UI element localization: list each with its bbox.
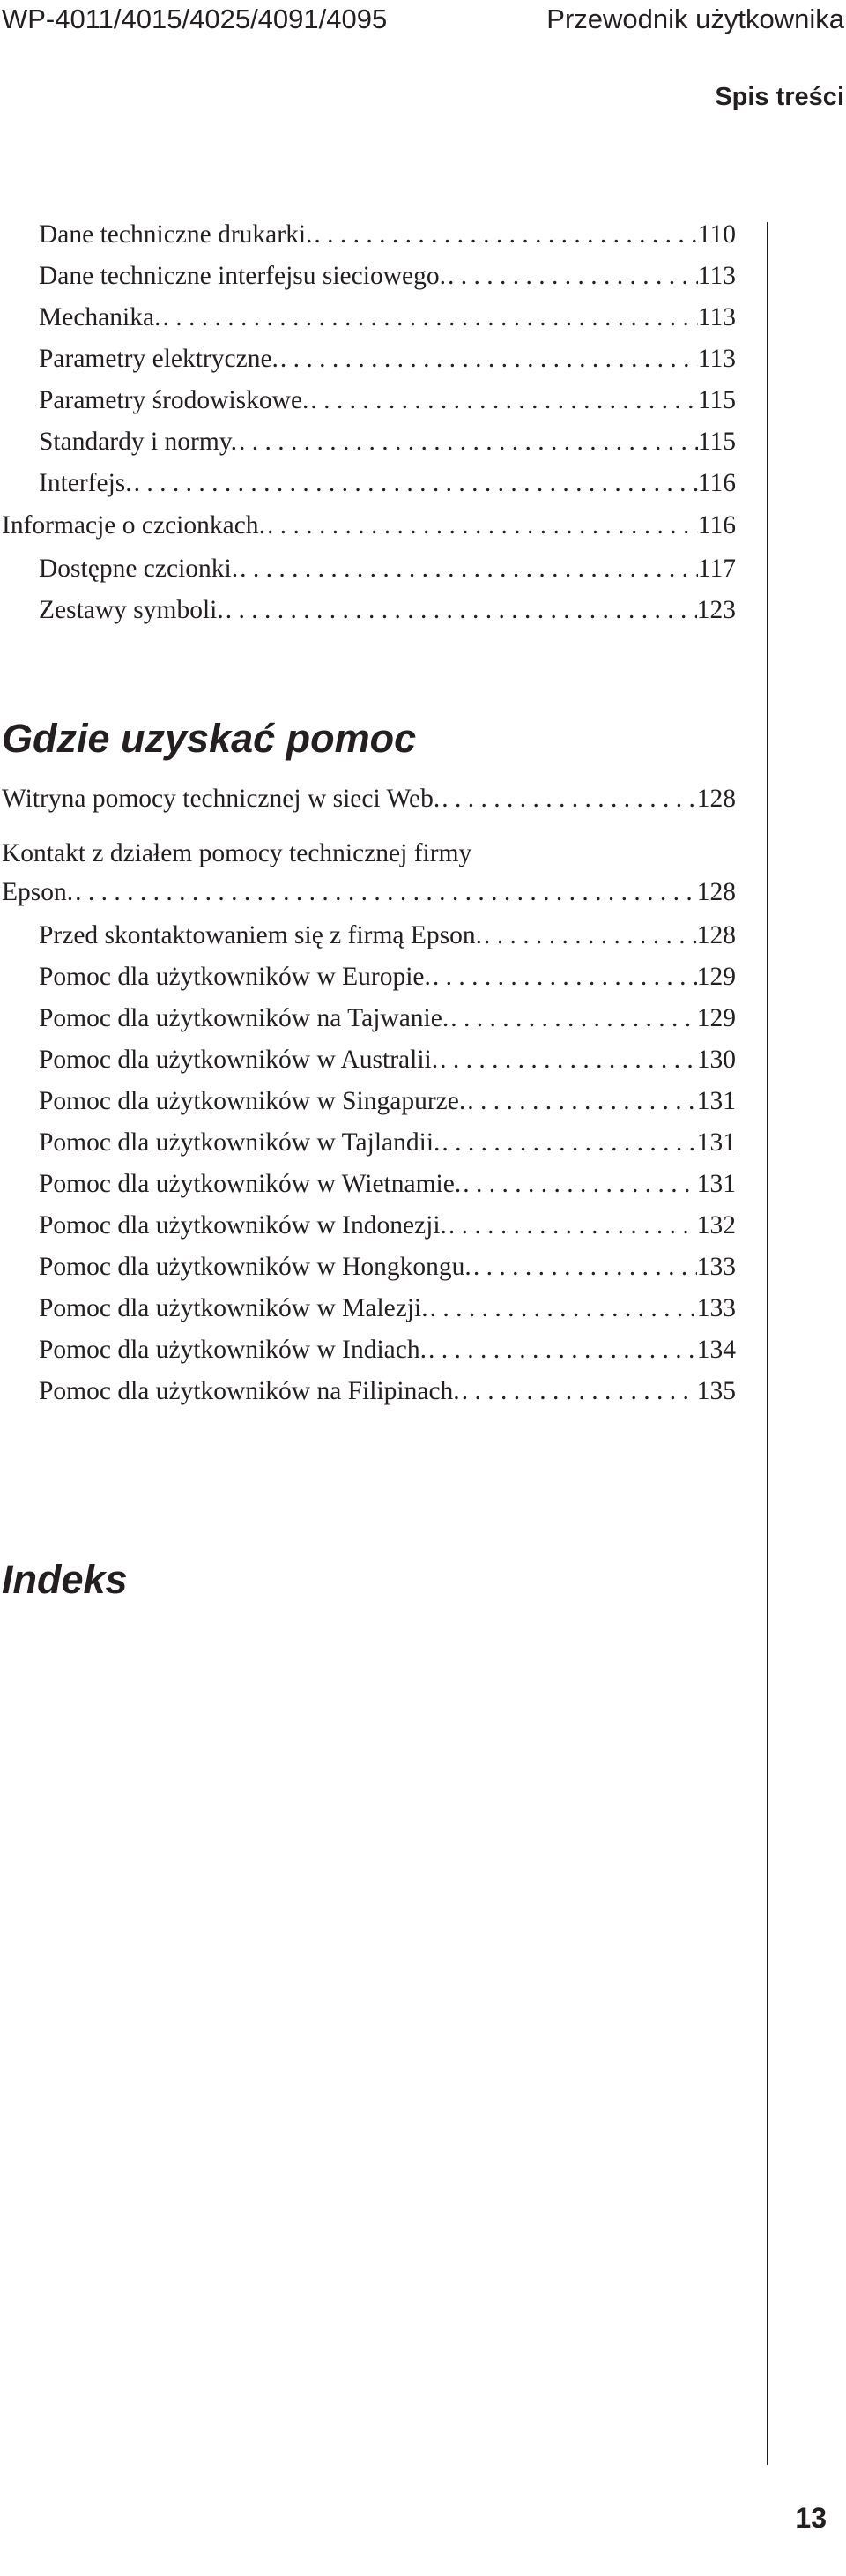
toc-leader-dots bbox=[132, 464, 698, 503]
toc-entry-page: 115 bbox=[697, 428, 736, 456]
toc-entry-title: Dane techniczne drukarki. bbox=[39, 220, 313, 249]
toc-entry-page: 115 bbox=[697, 386, 736, 414]
toc-entry-title: Standardy i normy. bbox=[39, 428, 238, 456]
toc-leader-dots bbox=[160, 298, 697, 337]
toc-entry-title: Epson. bbox=[2, 878, 74, 906]
toc-entry-title: Pomoc dla użytkowników w Hongkongu. bbox=[39, 1253, 471, 1281]
toc-entry-page: 113 bbox=[697, 262, 736, 290]
chapter-title-index[interactable]: Indeks bbox=[2, 1557, 128, 1602]
toc-entry-page: 135 bbox=[696, 1377, 736, 1405]
toc-leader-dots bbox=[308, 381, 697, 420]
toc-entry[interactable] bbox=[39, 916, 736, 955]
toc-entry-title: Dane techniczne interfejsu sieciowego. bbox=[39, 262, 446, 290]
toc-entry-page: 131 bbox=[696, 1087, 736, 1115]
toc-leader-dots bbox=[465, 1082, 697, 1120]
toc-entry-title: Pomoc dla użytkowników na Tajwanie. bbox=[39, 1004, 449, 1032]
toc-leader-dots bbox=[482, 916, 697, 955]
toc-entry-page: 133 bbox=[696, 1253, 736, 1281]
toc-entry-title: Pomoc dla użytkowników w Wietnamie. bbox=[39, 1170, 462, 1198]
toc-entry-title: Pomoc dla użytkowników w Europie. bbox=[39, 963, 431, 991]
toc-leader-dots bbox=[461, 1165, 697, 1203]
toc-entry-page: 113 bbox=[697, 303, 736, 331]
toc-leader-dots bbox=[447, 1206, 697, 1245]
toc-entry[interactable] bbox=[39, 1040, 736, 1079]
toc-entry[interactable] bbox=[39, 422, 736, 461]
toc-entry[interactable] bbox=[39, 1372, 736, 1411]
toc-leader-dots bbox=[438, 1040, 697, 1079]
toc-leader-dots bbox=[427, 1330, 697, 1369]
toc-entry-title: Pomoc dla użytkowników w Singapurze. bbox=[39, 1087, 466, 1115]
toc-entry[interactable] bbox=[39, 215, 736, 254]
section-label: Spis treści bbox=[715, 83, 844, 111]
toc-entry[interactable] bbox=[2, 873, 736, 912]
toc-leader-dots bbox=[278, 339, 698, 378]
toc-leader-dots bbox=[431, 957, 697, 996]
toc-entry-page: 110 bbox=[697, 220, 736, 249]
toc-leader-dots bbox=[440, 779, 697, 818]
toc-leader-dots bbox=[265, 506, 698, 545]
toc-entry-page: 123 bbox=[696, 596, 736, 624]
toc-entry-title: Pomoc dla użytkowników w Indiach. bbox=[39, 1336, 427, 1364]
toc-entry-title: Parametry elektryczne. bbox=[39, 345, 278, 373]
toc-entry-page: 129 bbox=[696, 1004, 736, 1032]
toc-entry-page: 113 bbox=[697, 345, 736, 373]
toc-entry[interactable] bbox=[39, 257, 736, 295]
toc-entry[interactable] bbox=[39, 381, 736, 420]
toc-leader-dots bbox=[238, 549, 698, 588]
toc-entry-page: 128 bbox=[696, 878, 736, 906]
toc-entry-title: Parametry środowiskowe. bbox=[39, 386, 309, 414]
toc-entry-title: Informacje o czcionkach. bbox=[2, 511, 265, 540]
chapter-title-help[interactable]: Gdzie uzyskać pomoc bbox=[2, 716, 417, 761]
toc-entry-page: 133 bbox=[696, 1294, 736, 1322]
toc-leader-dots bbox=[460, 1372, 697, 1411]
toc-leader-dots bbox=[73, 873, 697, 912]
toc-entry-page: 131 bbox=[696, 1128, 736, 1157]
toc-entry-title: Dostępne czcionki. bbox=[39, 555, 239, 583]
toc-entry-page: 130 bbox=[696, 1046, 736, 1074]
toc-entry-page: 132 bbox=[696, 1211, 736, 1240]
toc-entry-title-line1[interactable]: Kontakt z działem pomocy technicznej firmy bbox=[2, 839, 472, 867]
toc-entry[interactable] bbox=[39, 1330, 736, 1369]
page-number: 13 bbox=[795, 2502, 827, 2534]
toc-leader-dots bbox=[224, 591, 697, 629]
guide-title: Przewodnik użytkownika bbox=[546, 4, 844, 34]
toc-entry-page: 128 bbox=[696, 785, 736, 813]
toc-entry[interactable] bbox=[39, 1247, 736, 1286]
toc-entry-page: 131 bbox=[696, 1170, 736, 1198]
toc-entry-title: Pomoc dla użytkowników w Malezji. bbox=[39, 1294, 428, 1322]
toc-entry-title: Pomoc dla użytkowników w Australii. bbox=[39, 1046, 439, 1074]
toc-entry[interactable] bbox=[39, 549, 736, 588]
toc-entry[interactable] bbox=[2, 506, 736, 545]
toc-entry[interactable] bbox=[39, 1082, 736, 1120]
toc-leader-dots bbox=[237, 422, 698, 461]
toc-leader-dots bbox=[312, 215, 697, 254]
toc-entry-title: Przed skontaktowaniem się z firmą Epson. bbox=[39, 921, 483, 949]
toc-leader-dots bbox=[471, 1247, 697, 1286]
toc-entry-title: Witryna pomocy technicznej w sieci Web. bbox=[2, 785, 441, 813]
document-title: WP-4011/4015/4025/4091/4095 bbox=[2, 4, 388, 34]
toc-entry-page: 117 bbox=[697, 555, 736, 583]
toc-entry-title: Mechanika. bbox=[39, 303, 161, 331]
toc-entry-page: 134 bbox=[696, 1336, 736, 1364]
toc-entry[interactable] bbox=[39, 298, 736, 337]
toc-entry[interactable] bbox=[39, 591, 736, 629]
toc-entry-title: Pomoc dla użytkowników w Indonezji. bbox=[39, 1211, 447, 1240]
toc-leader-dots bbox=[446, 257, 698, 295]
toc-entry[interactable] bbox=[2, 779, 736, 818]
toc-entry[interactable] bbox=[39, 339, 736, 378]
toc-leader-dots bbox=[428, 1289, 697, 1328]
column-rule bbox=[767, 222, 768, 2465]
toc-entry[interactable] bbox=[39, 999, 736, 1038]
toc-entry[interactable] bbox=[39, 957, 736, 996]
toc-entry-title: Pomoc dla użytkowników w Tajlandii. bbox=[39, 1128, 441, 1157]
toc-entry[interactable] bbox=[39, 1123, 736, 1162]
toc-entry[interactable] bbox=[39, 1165, 736, 1203]
toc-entry-title: Pomoc dla użytkowników na Filipinach. bbox=[39, 1377, 460, 1405]
toc-leader-dots bbox=[449, 999, 697, 1038]
toc-entry-page: 128 bbox=[696, 921, 736, 949]
toc-entry-page: 129 bbox=[696, 963, 736, 991]
toc-entry-title: Interfejs. bbox=[39, 469, 132, 497]
toc-entry-title: Zestawy symboli. bbox=[39, 596, 224, 624]
toc-entry[interactable] bbox=[39, 1206, 736, 1245]
toc-entry[interactable] bbox=[39, 464, 736, 503]
toc-entry[interactable] bbox=[39, 1289, 736, 1328]
toc-entry-page: 116 bbox=[697, 511, 736, 540]
toc-entry-page: 116 bbox=[697, 469, 736, 497]
toc-leader-dots bbox=[440, 1123, 696, 1162]
